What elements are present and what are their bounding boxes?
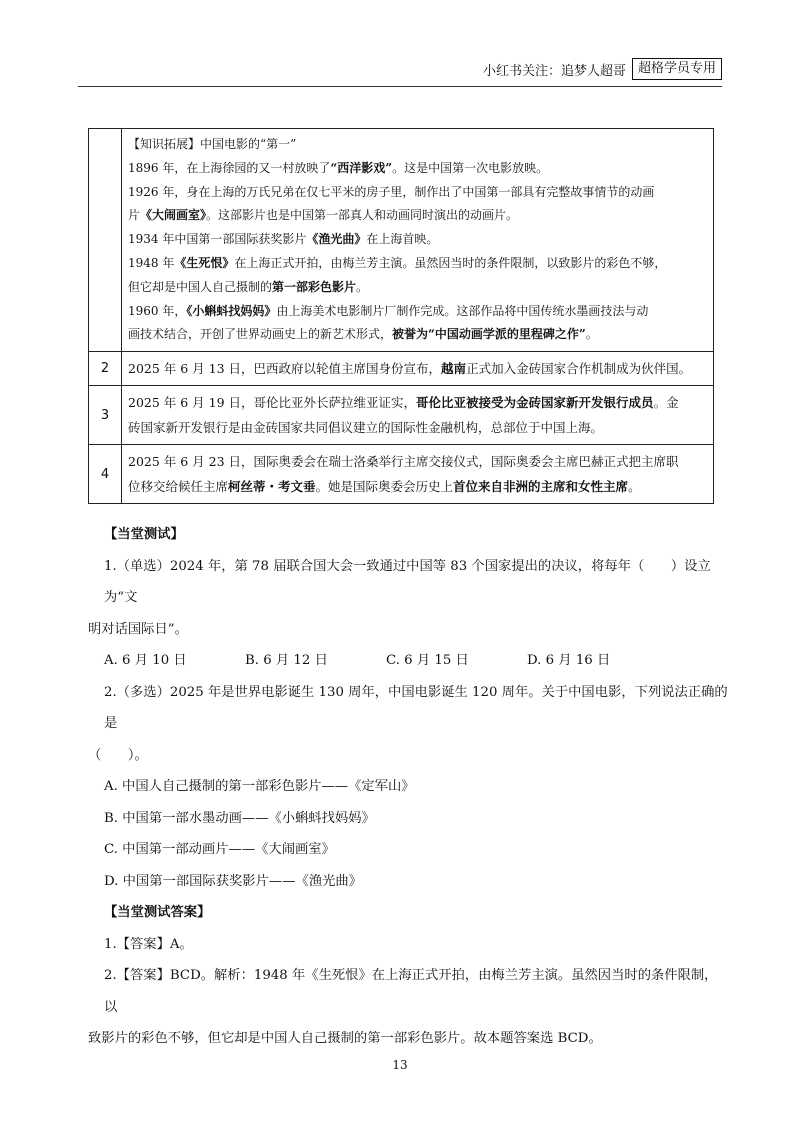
answers-heading: 【当堂测试答案】 bbox=[104, 905, 211, 920]
knowledge-line: 1960 年，《小蝌蚪找妈妈》由上海美术电影制片厂制作完成。这部作品将中国传统水墨画技法与动 bbox=[128, 303, 649, 318]
question-2-cont: （ ）。 bbox=[88, 747, 148, 763]
q2-option-c: C. 中国第一部动画片——《大闹画室》 bbox=[104, 842, 335, 857]
row-number: 2 bbox=[89, 352, 122, 386]
knowledge-line: 片《大闹画室》。这部影片也是中国第一部真人和动画同时演出的动画片。 bbox=[128, 208, 519, 223]
student-badge: 超格学员专用 bbox=[632, 58, 722, 80]
knowledge-line: 但它却是中国人自己摄制的第一部彩色影片。 bbox=[128, 279, 369, 294]
news-table bbox=[88, 128, 714, 504]
option-d: D. 6 月 16 日 bbox=[527, 653, 611, 668]
page-number: 13 bbox=[392, 1058, 408, 1072]
question-1-options bbox=[88, 645, 728, 677]
knowledge-line: 1896 年，在上海徐园的又一村放映了“西洋影戏”。这是中国第一次电影放映。 bbox=[128, 160, 549, 175]
table-row bbox=[89, 445, 714, 504]
question-1-cont: 明对话国际日”。 bbox=[88, 621, 188, 637]
test-section bbox=[88, 519, 728, 1055]
header-divider bbox=[78, 86, 722, 87]
row-content: 2025 年 6 月 23 日，国际奥委会在瑞士洛桑举行主席交接仪式，国际奥委会主席巴赫正式把主席职 位移交给候任主席柯丝蒂・考文垂。她是国际奥委会历史上首位来自非洲的主席和女性主席。 bbox=[122, 445, 714, 504]
knowledge-title: 【知识拓展】中国电影的“第一” bbox=[128, 137, 297, 151]
q2-option-d: D. 中国第一部国际获奖影片——《渔光曲》 bbox=[104, 873, 362, 889]
table-row bbox=[89, 352, 714, 386]
question-1: 1.（单选）2024 年，第 78 届联合国大会一致通过中国等 83 个国家提出的决议，将每年（ ）设立为“文 bbox=[104, 558, 711, 605]
follow-text: 小红书关注：追梦人超哥 bbox=[482, 63, 626, 79]
q2-option-a: A. 中国人自己摄制的第一部彩色影片——《定军山》 bbox=[104, 779, 415, 794]
knowledge-line: 画技术结合，开创了世界动画史上的新艺术形式，被誉为“中国动画学派的里程碑之作”。 bbox=[128, 327, 598, 342]
option-c: C. 6 月 15 日 bbox=[386, 653, 469, 668]
table-row bbox=[89, 129, 714, 352]
question-2: 2.（多选）2025 年是世界电影诞生 130 周年，中国电影诞生 120 周年。关于中国电影，下列说法正确的是 bbox=[104, 684, 728, 731]
row-number-cell bbox=[89, 129, 122, 352]
knowledge-line: 1926 年，身在上海的万氏兄弟在仅七平米的房子里，制作出了中国第一部具有完整故事情节的动画 bbox=[128, 184, 655, 199]
knowledge-line: 1934 年中国第一部国际获奖影片《渔光曲》在上海首映。 bbox=[128, 232, 439, 247]
row-number: 3 bbox=[89, 386, 122, 445]
row-number: 4 bbox=[89, 445, 122, 504]
answer-2-cont: 致影片的彩色不够，但它却是中国人自己摄制的第一部彩色影片。故本题答案选 BCD。 bbox=[88, 1031, 602, 1046]
answer-1: 1.【答案】A。 bbox=[104, 936, 193, 952]
knowledge-line: 1948 年《生死恨》在上海正式开拍，由梅兰芳主演。虽然因当时的条件限制，以致影片的彩色不够， bbox=[128, 255, 667, 270]
row-content: 2025 年 6 月 19 日，哥伦比亚外长萨拉维亚证实，哥伦比亚被接受为金砖国家新开发银行成员。金 砖国家新开发银行是由金砖国家共同倡议建立的国际性金融机构，总部位于中国上海。 bbox=[122, 386, 714, 445]
option-b: B. 6 月 12 日 bbox=[245, 653, 328, 668]
test-heading: 【当堂测试】 bbox=[104, 527, 184, 542]
answer-2: 2.【答案】BCD。解析：1948 年《生死恨》在上海正式开拍，由梅兰芳主演。虽然因当时的条件限制，以 bbox=[104, 968, 718, 1015]
row-content: 2025 年 6 月 13 日，巴西政府以轮值主席国身份宣布，越南正式加入金砖国家合作机制成为伙伴国。 bbox=[122, 352, 714, 386]
page-header bbox=[483, 58, 722, 80]
option-a: A. 6 月 10 日 bbox=[104, 653, 187, 668]
q2-option-b: B. 中国第一部水墨动画——《小蝌蚪找妈妈》 bbox=[104, 810, 375, 826]
knowledge-cell bbox=[122, 129, 714, 352]
table-row bbox=[89, 386, 714, 445]
